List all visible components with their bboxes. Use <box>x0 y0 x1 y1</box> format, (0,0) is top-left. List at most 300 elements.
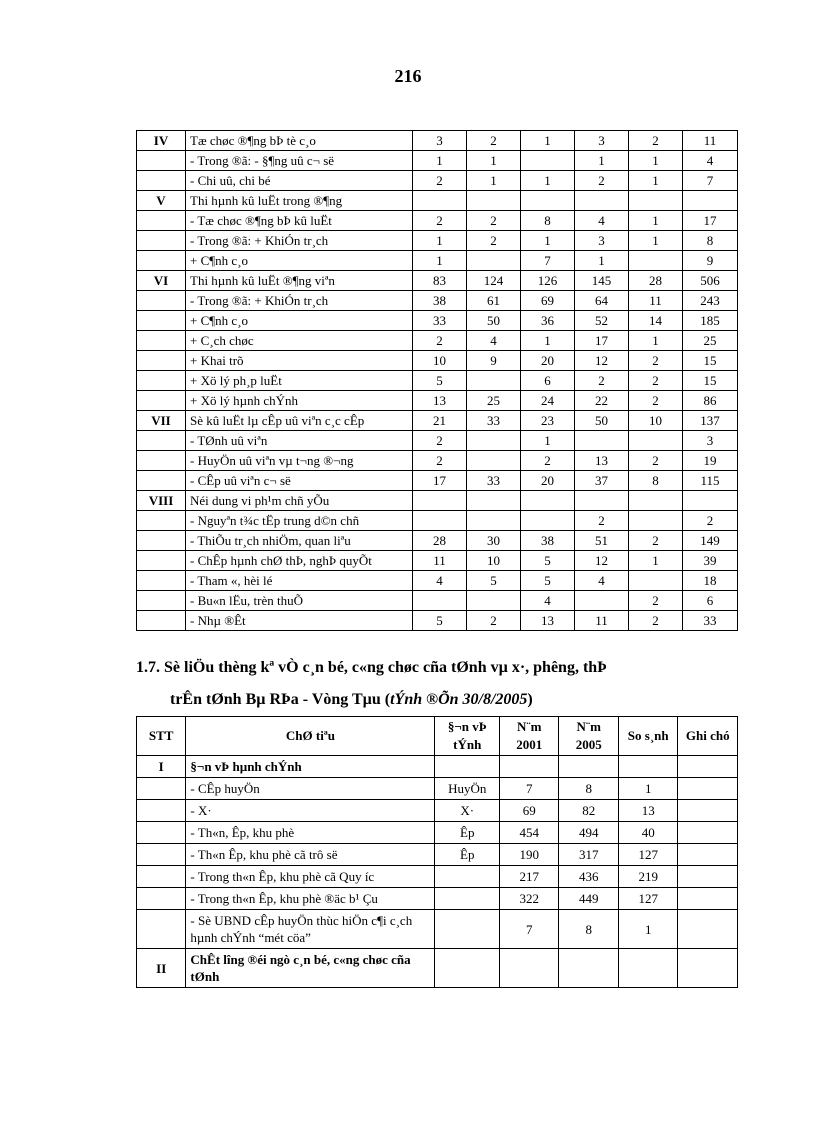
row-value: 30 <box>467 531 521 551</box>
row-unit: HuyÖn <box>435 778 500 800</box>
table-row <box>137 411 738 431</box>
row-stt <box>137 888 186 910</box>
row-roman <box>137 151 186 171</box>
row-value: 36 <box>521 311 575 331</box>
row-year-2001: 7 <box>500 778 559 800</box>
row-value: 11 <box>575 611 629 631</box>
table-row <box>137 491 738 511</box>
table-row <box>137 371 738 391</box>
row-value: 2 <box>413 431 467 451</box>
row-compare: 127 <box>618 888 677 910</box>
row-description: Thi hµnh kû luËt trong ®¶ng <box>186 191 413 211</box>
row-value: 8 <box>629 471 683 491</box>
row-total: 11 <box>683 131 738 151</box>
row-value: 2 <box>629 591 683 611</box>
row-value: 14 <box>629 311 683 331</box>
row-total: 9 <box>683 251 738 271</box>
header-year-2005: N¨m 2005 <box>559 717 618 756</box>
row-value: 6 <box>521 371 575 391</box>
row-value: 124 <box>467 271 521 291</box>
row-stt: I <box>137 756 186 778</box>
row-value: 37 <box>575 471 629 491</box>
table-row <box>137 151 738 171</box>
statistics-table <box>136 716 738 988</box>
row-roman <box>137 171 186 191</box>
row-unit <box>435 888 500 910</box>
table-row <box>137 271 738 291</box>
header-stt: STT <box>137 717 186 756</box>
row-year-2001: 322 <box>500 888 559 910</box>
row-value: 4 <box>575 211 629 231</box>
row-description: + Khai trõ <box>186 351 413 371</box>
row-value: 28 <box>629 271 683 291</box>
row-indicator: - CÊp huyÖn <box>186 778 435 800</box>
row-value <box>629 251 683 271</box>
row-value <box>467 511 521 531</box>
row-unit <box>435 910 500 949</box>
row-total: 15 <box>683 371 738 391</box>
row-indicator: - Th«n, Êp, khu phè <box>186 822 435 844</box>
row-value <box>629 191 683 211</box>
row-total: 18 <box>683 571 738 591</box>
row-value <box>575 591 629 611</box>
row-value <box>575 491 629 511</box>
row-description: - Trong ®ã: + KhiÓn tr¸ch <box>186 291 413 311</box>
row-roman <box>137 331 186 351</box>
row-value: 2 <box>575 511 629 531</box>
row-unit <box>435 756 500 778</box>
row-value: 1 <box>629 171 683 191</box>
row-value: 10 <box>467 551 521 571</box>
row-value: 9 <box>467 351 521 371</box>
row-value: 4 <box>521 591 575 611</box>
row-note <box>678 756 738 778</box>
row-total: 3 <box>683 431 738 451</box>
row-value: 3 <box>413 131 467 151</box>
row-value: 2 <box>413 451 467 471</box>
row-value: 2 <box>629 531 683 551</box>
row-value: 1 <box>467 151 521 171</box>
row-roman <box>137 451 186 471</box>
row-value: 50 <box>575 411 629 431</box>
row-value: 38 <box>413 291 467 311</box>
table-row <box>137 171 738 191</box>
row-year-2001: 69 <box>500 800 559 822</box>
table-row <box>137 844 738 866</box>
row-description: - Nguyªn t¾c tËp trung d©n chñ <box>186 511 413 531</box>
table-row <box>137 191 738 211</box>
row-unit <box>435 949 500 988</box>
row-roman <box>137 211 186 231</box>
row-roman: VII <box>137 411 186 431</box>
row-total: 6 <box>683 591 738 611</box>
row-value: 83 <box>413 271 467 291</box>
row-description: - Nhµ ®Êt <box>186 611 413 631</box>
row-total: 33 <box>683 611 738 631</box>
row-value <box>629 431 683 451</box>
row-value <box>467 191 521 211</box>
row-value: 2 <box>629 351 683 371</box>
row-value: 2 <box>467 611 521 631</box>
row-value: 1 <box>629 211 683 231</box>
row-unit: X· <box>435 800 500 822</box>
row-description: Thi hµnh kû luËt ®¶ng viªn <box>186 271 413 291</box>
row-stt <box>137 778 186 800</box>
row-description: - TØnh uû viªn <box>186 431 413 451</box>
row-value: 1 <box>521 131 575 151</box>
row-value <box>521 511 575 531</box>
row-value <box>575 431 629 451</box>
section-title-line1: 1.7. Sè liÖu thèng kª vÒ c¸n bé, c«ng chøc cña tØnh vµ x·, phêng, thÞ <box>136 659 607 676</box>
row-total: 185 <box>683 311 738 331</box>
row-compare <box>618 756 677 778</box>
row-roman <box>137 511 186 531</box>
row-value: 2 <box>413 211 467 231</box>
row-value: 33 <box>467 471 521 491</box>
row-value: 1 <box>629 551 683 571</box>
row-value: 33 <box>467 411 521 431</box>
table-row <box>137 211 738 231</box>
row-total: 137 <box>683 411 738 431</box>
row-value: 126 <box>521 271 575 291</box>
row-value: 2 <box>629 451 683 471</box>
row-roman <box>137 371 186 391</box>
row-compare: 219 <box>618 866 677 888</box>
row-value: 2 <box>629 391 683 411</box>
row-unit: Êp <box>435 822 500 844</box>
row-value: 10 <box>413 351 467 371</box>
row-roman: IV <box>137 131 186 151</box>
row-value: 11 <box>629 291 683 311</box>
row-total: 506 <box>683 271 738 291</box>
row-year-2001 <box>500 756 559 778</box>
header-indicator: ChØ tiªu <box>186 717 435 756</box>
row-value: 1 <box>521 231 575 251</box>
table-row <box>137 551 738 571</box>
row-value: 3 <box>575 131 629 151</box>
table-row <box>137 291 738 311</box>
row-year-2005: 82 <box>559 800 618 822</box>
row-roman: VI <box>137 271 186 291</box>
table-row <box>137 571 738 591</box>
row-value: 145 <box>575 271 629 291</box>
row-description: - ThiÕu tr¸ch nhiÖm, quan liªu <box>186 531 413 551</box>
row-value: 20 <box>521 471 575 491</box>
header-unit: §¬n vÞ tÝnh <box>435 717 500 756</box>
table-row <box>137 351 738 371</box>
row-roman: VIII <box>137 491 186 511</box>
row-roman <box>137 351 186 371</box>
row-value: 28 <box>413 531 467 551</box>
row-value: 1 <box>413 251 467 271</box>
row-value <box>467 451 521 471</box>
row-compare: 127 <box>618 844 677 866</box>
row-value: 5 <box>467 571 521 591</box>
row-description: + C¶nh c¸o <box>186 311 413 331</box>
row-year-2005 <box>559 949 618 988</box>
table-row <box>137 451 738 471</box>
row-indicator: ChÊt lîng ®éi ngò c¸n bé, c«ng chøc cña tØnh <box>186 949 435 988</box>
row-roman <box>137 471 186 491</box>
row-roman <box>137 591 186 611</box>
row-total: 86 <box>683 391 738 411</box>
row-total: 25 <box>683 331 738 351</box>
row-indicator: - Trong th«n Êp, khu phè cã Quy íc <box>186 866 435 888</box>
row-total <box>683 191 738 211</box>
row-roman <box>137 391 186 411</box>
section-title <box>136 652 756 716</box>
row-value: 61 <box>467 291 521 311</box>
row-year-2005: 494 <box>559 822 618 844</box>
row-value: 12 <box>575 551 629 571</box>
row-value: 64 <box>575 291 629 311</box>
row-value: 8 <box>521 211 575 231</box>
table-row <box>137 756 738 778</box>
row-value: 2 <box>575 171 629 191</box>
row-value: 10 <box>629 411 683 431</box>
row-value: 1 <box>521 171 575 191</box>
row-indicator: - Th«n Êp, khu phè cã trô së <box>186 844 435 866</box>
row-value: 1 <box>467 171 521 191</box>
row-value <box>521 151 575 171</box>
header-compare: So s¸nh <box>618 717 677 756</box>
row-total <box>683 491 738 511</box>
row-value: 2 <box>413 331 467 351</box>
row-compare: 1 <box>618 778 677 800</box>
table-row <box>137 311 738 331</box>
row-value: 1 <box>521 331 575 351</box>
table-row <box>137 822 738 844</box>
row-note <box>678 800 738 822</box>
row-year-2001: 454 <box>500 822 559 844</box>
row-year-2001: 190 <box>500 844 559 866</box>
table-row <box>137 231 738 251</box>
row-value: 23 <box>521 411 575 431</box>
row-value: 2 <box>467 211 521 231</box>
row-value <box>413 191 467 211</box>
table-row <box>137 778 738 800</box>
row-total: 149 <box>683 531 738 551</box>
row-description: + Xö lý ph¸p luËt <box>186 371 413 391</box>
row-value <box>467 251 521 271</box>
row-total: 39 <box>683 551 738 571</box>
row-year-2005: 8 <box>559 778 618 800</box>
row-value: 5 <box>413 371 467 391</box>
row-value <box>521 191 575 211</box>
row-value: 1 <box>413 151 467 171</box>
row-value: 17 <box>575 331 629 351</box>
row-description: Tæ chøc ®¶ng bÞ tè c¸o <box>186 131 413 151</box>
row-stt: II <box>137 949 186 988</box>
row-stt <box>137 822 186 844</box>
row-value <box>467 491 521 511</box>
row-note <box>678 844 738 866</box>
row-note <box>678 910 738 949</box>
row-total: 17 <box>683 211 738 231</box>
table-row <box>137 251 738 271</box>
table-row <box>137 531 738 551</box>
row-roman <box>137 231 186 251</box>
row-description: - HuyÖn uû viªn vµ t¬ng ®¬ng <box>186 451 413 471</box>
row-roman <box>137 431 186 451</box>
row-value: 25 <box>467 391 521 411</box>
row-value: 1 <box>575 151 629 171</box>
row-total: 8 <box>683 231 738 251</box>
row-value: 2 <box>467 231 521 251</box>
table-row <box>137 131 738 151</box>
section-title-line2-end: ) <box>527 691 533 708</box>
row-value: 3 <box>575 231 629 251</box>
row-total: 243 <box>683 291 738 311</box>
row-value <box>467 431 521 451</box>
row-value: 69 <box>521 291 575 311</box>
row-value <box>467 591 521 611</box>
row-value: 1 <box>575 251 629 271</box>
row-year-2005: 436 <box>559 866 618 888</box>
row-roman <box>137 291 186 311</box>
row-value: 2 <box>575 371 629 391</box>
row-note <box>678 778 738 800</box>
row-year-2005: 317 <box>559 844 618 866</box>
row-total: 19 <box>683 451 738 471</box>
row-total: 15 <box>683 351 738 371</box>
table-row <box>137 949 738 988</box>
row-year-2001 <box>500 949 559 988</box>
row-value <box>575 191 629 211</box>
discipline-table <box>136 130 738 631</box>
row-value: 51 <box>575 531 629 551</box>
row-year-2001: 217 <box>500 866 559 888</box>
row-description: Sè kû luËt lµ cÊp uû viªn c¸c cÊp <box>186 411 413 431</box>
section-title-date: tÝnh ®Õn 30/8/2005 <box>390 691 528 708</box>
row-value: 11 <box>413 551 467 571</box>
header-note: Ghi chó <box>678 717 738 756</box>
row-description: - Tæ chøc ®¶ng bÞ kû luËt <box>186 211 413 231</box>
table-row <box>137 391 738 411</box>
row-value <box>413 511 467 531</box>
row-value: 12 <box>575 351 629 371</box>
row-unit <box>435 866 500 888</box>
row-stt <box>137 910 186 949</box>
row-value: 22 <box>575 391 629 411</box>
row-value <box>521 491 575 511</box>
row-value: 2 <box>629 611 683 631</box>
row-value: 4 <box>575 571 629 591</box>
row-description: + C¸ch chøc <box>186 331 413 351</box>
row-roman <box>137 551 186 571</box>
row-value: 5 <box>521 571 575 591</box>
row-value: 13 <box>521 611 575 631</box>
row-note <box>678 866 738 888</box>
table-row <box>137 910 738 949</box>
row-value: 2 <box>521 451 575 471</box>
row-indicator: - Sè UBND cÊp huyÖn thùc hiÖn c¶i c¸ch hµnh chÝnh “mét cöa” <box>186 910 435 949</box>
table-row <box>137 591 738 611</box>
row-value <box>413 591 467 611</box>
row-value <box>467 371 521 391</box>
row-value: 5 <box>521 551 575 571</box>
row-value: 1 <box>521 431 575 451</box>
row-stt <box>137 800 186 822</box>
row-description: + C¶nh c¸o <box>186 251 413 271</box>
row-total: 7 <box>683 171 738 191</box>
row-year-2005 <box>559 756 618 778</box>
row-value: 1 <box>413 231 467 251</box>
row-indicator: - Trong th«n Êp, khu phè ®äc b¹ Çu <box>186 888 435 910</box>
page-number: 216 <box>394 66 422 86</box>
table-header-row <box>137 717 738 756</box>
row-description: Néi dung vi ph¹m chñ yÕu <box>186 491 413 511</box>
row-compare: 1 <box>618 910 677 949</box>
table-row <box>137 888 738 910</box>
row-value: 20 <box>521 351 575 371</box>
row-value: 1 <box>629 231 683 251</box>
row-total: 115 <box>683 471 738 491</box>
row-year-2005: 449 <box>559 888 618 910</box>
section-title-line2-text: trÊn tØnh Bµ RÞa - Vòng Tµu ( <box>170 691 391 708</box>
row-description: - Bu«n lËu, trèn thuÕ <box>186 591 413 611</box>
row-description: - Tham «, hèi lé <box>186 571 413 591</box>
row-value: 50 <box>467 311 521 331</box>
row-value: 2 <box>629 131 683 151</box>
row-total: 2 <box>683 511 738 531</box>
table-row <box>137 331 738 351</box>
section-title-line2 <box>136 684 756 716</box>
table-row <box>137 471 738 491</box>
row-value: 2 <box>629 371 683 391</box>
row-value: 2 <box>413 171 467 191</box>
row-value: 1 <box>629 151 683 171</box>
row-stt <box>137 844 186 866</box>
row-total: 4 <box>683 151 738 171</box>
row-description: - ChÊp hµnh chØ thÞ, nghÞ quyÕt <box>186 551 413 571</box>
row-value: 52 <box>575 311 629 331</box>
row-roman <box>137 311 186 331</box>
table-row <box>137 800 738 822</box>
row-value: 4 <box>467 331 521 351</box>
row-roman <box>137 251 186 271</box>
row-value: 13 <box>575 451 629 471</box>
row-note <box>678 888 738 910</box>
row-value <box>629 511 683 531</box>
row-note <box>678 822 738 844</box>
row-value: 13 <box>413 391 467 411</box>
row-description: + Xö lý hµnh chÝnh <box>186 391 413 411</box>
row-description: - Trong ®ã: + KhiÓn tr¸ch <box>186 231 413 251</box>
row-description: - CÊp uû viªn c¬ së <box>186 471 413 491</box>
table-row <box>137 866 738 888</box>
row-compare: 13 <box>618 800 677 822</box>
header-year-2001: N¨m 2001 <box>500 717 559 756</box>
row-roman <box>137 611 186 631</box>
row-description: - Chi uû, chi bé <box>186 171 413 191</box>
row-value: 38 <box>521 531 575 551</box>
row-value: 33 <box>413 311 467 331</box>
row-indicator: - X· <box>186 800 435 822</box>
row-year-2005: 8 <box>559 910 618 949</box>
row-value: 21 <box>413 411 467 431</box>
table-row <box>137 511 738 531</box>
row-roman <box>137 571 186 591</box>
row-value: 2 <box>467 131 521 151</box>
row-value: 5 <box>413 611 467 631</box>
row-value: 7 <box>521 251 575 271</box>
row-unit: Êp <box>435 844 500 866</box>
row-indicator: §¬n vÞ hµnh chÝnh <box>186 756 435 778</box>
row-value: 24 <box>521 391 575 411</box>
row-description: - Trong ®ã: - §¶ng uû c¬ së <box>186 151 413 171</box>
row-value: 1 <box>629 331 683 351</box>
